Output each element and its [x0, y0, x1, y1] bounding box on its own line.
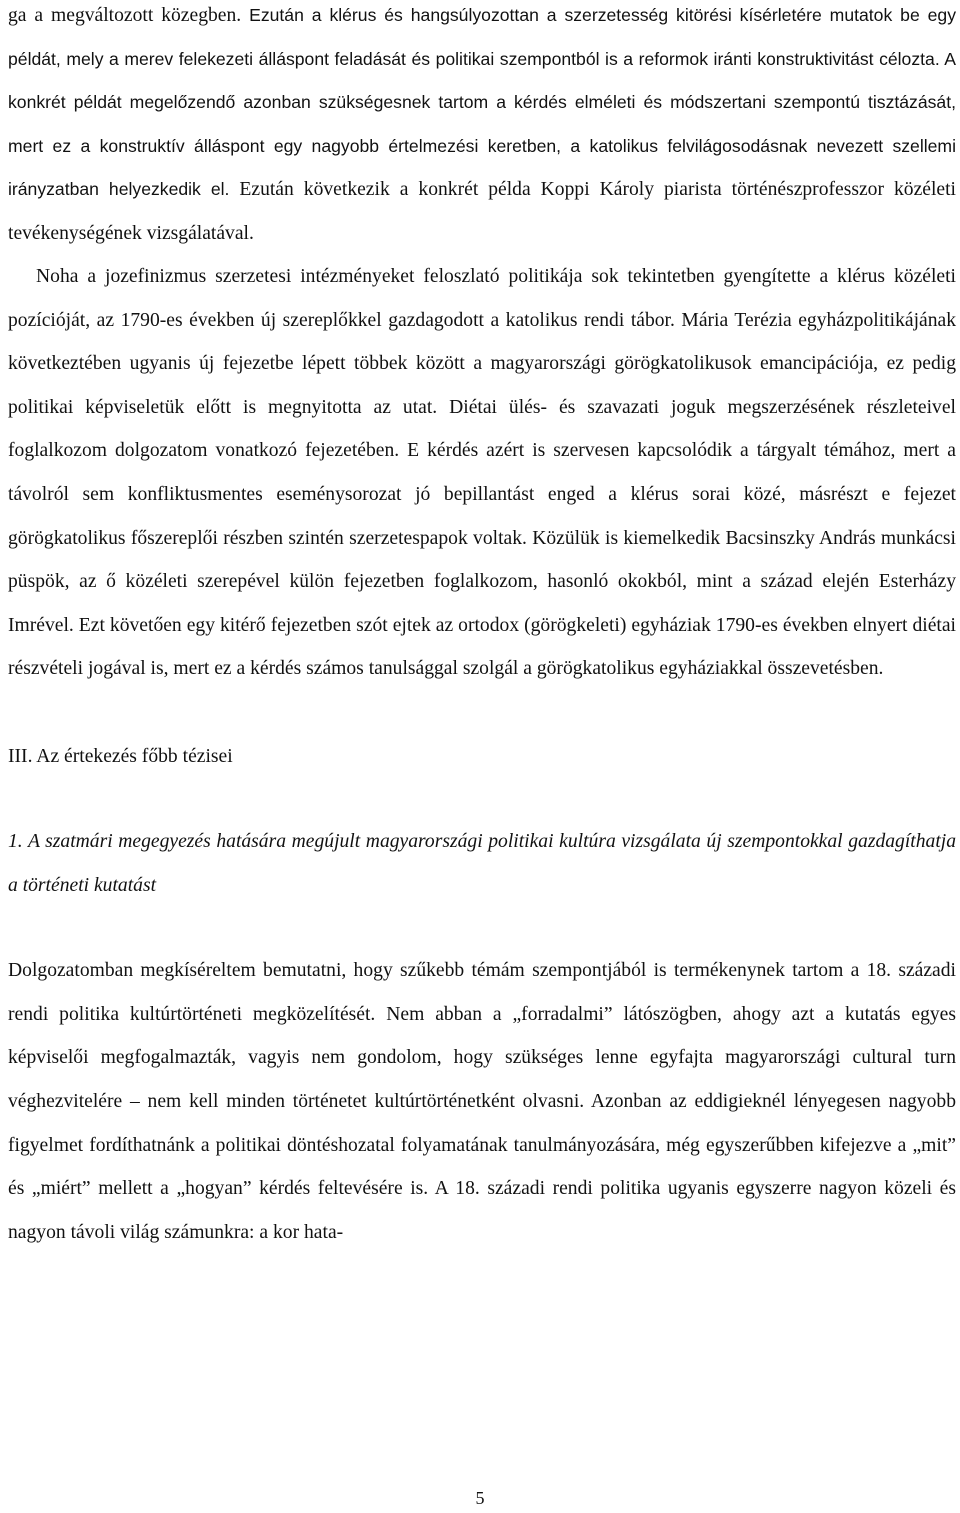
paragraph-outline-sans-part-b: A konkrét példát megelőzendő azonban szükségesnek tartom a kérdés elméleti és módszertani szempontú tisztázását, mert ez a konstruktív álláspont egy nagyobb értelmezési keretben, a katolikus felvilágosodásnak nevezett szellemi irányzatban helyezkedik el. [8, 48, 956, 200]
section-heading: III. Az értekezés főbb tézisei [8, 745, 233, 767]
paragraph-greek-catholic-emancipation: Noha a jozefinizmus szerzetesi intézményeket feloszlató politikája sok tekintetben gyengítette a klérus közéleti pozícióját, az 1790-es években új szereplőkkel gazdagodott a katolikus rendi tábor. Mária Terézia egyházpolitikájának következtében ugyanis új fejezetbe lépett többek között a magyarországi görögkatolikusok emancipációja, ez pedig politikai képviseletük előtt is megnyitotta az utat. Diétai ülés- és szavazati joguk megszerzésének részleteivel foglalkozom dolgozatom vonatkozó fejezetében. E kérdés azért is szervesen kapcsolódik a tárgyalt témához, mert a távolról sem konfliktusmentes eseménysorozat jó bepillantást enged a klérus sorai közé, másrészt e fejezet görögkatolikus főszereplői részben szintén szerzetespapok voltak. Közülük is kiemelkedik Bacsinszky András munkácsi püspök, az ő közéleti szerepével külön fejezetben foglalkozom, hasonló okokból, mint a század elején Esterházy Imrével. Ezt követően egy kitérő fejezetben szót ejtek az ortodox (görögkeleti) egyháziak 1790-es években elnyert diétai részvételi jogával is, mert ez a kérdés számos tanulsággal szolgál a görögkatolikus egyháziakkal összevetésben. [8, 266, 956, 680]
paragraph-outline-serif-start: ga a megváltozott közegben. [8, 5, 250, 26]
page-body [8, 0, 956, 1254]
page-number: 5 [475, 1488, 485, 1508]
thesis-1-body: Dolgozatomban megkíséreltem bemutatni, hogy szűkebb témám szempontjából is termékenynek tartom a 18. századi rendi politika kultúrtörténeti megközelítését. Nem abban a „forradalmi” látószögben, ahogy azt a kutatás egyes képviselői megfogalmazták, vagyis nem gondolom, hogy szükséges lenne egyfajta magyarországi cultural turn véghezvitelére – nem kell minden történetet kultúrtörténetként olvasni. Azonban az eddigieknél lényegesen nagyobb figyelmet fordíthatnánk a politikai döntéshozatal folyamatának tanulmányozására, még egyszerűbben kifejezve a „mit” és „miért” mellett a „hogyan” kérdés feltevésére is. A 18. századi rendi politika ugyanis egyszerre nagyon közeli és nagyon távoli világ számunkra: a kor hata- [8, 960, 956, 1243]
paragraph-dissertation-outline [8, 0, 956, 255]
paragraph-outline-sans-part-a: Ezután a klérus és hangsúlyozottan a szerzetesség kitörési kísérletére mutatok be egy példát, mely a merev felekezeti álláspont feladását és politikai szempontból is a reformok iránti konstruktivitást célozta. [8, 5, 956, 69]
thesis-1-title: 1. A szatmári megegyezés hatására megújult magyarországi politikai kultúra vizsgálata új szempontokkal gazdagíthatja a történeti kutatást [8, 831, 956, 896]
paragraph-outline-serif-end: Ezután következik a konkrét példa Koppi Károly piarista történészprofesszor közéleti tevékenységének vizsgálatával. [8, 179, 956, 244]
